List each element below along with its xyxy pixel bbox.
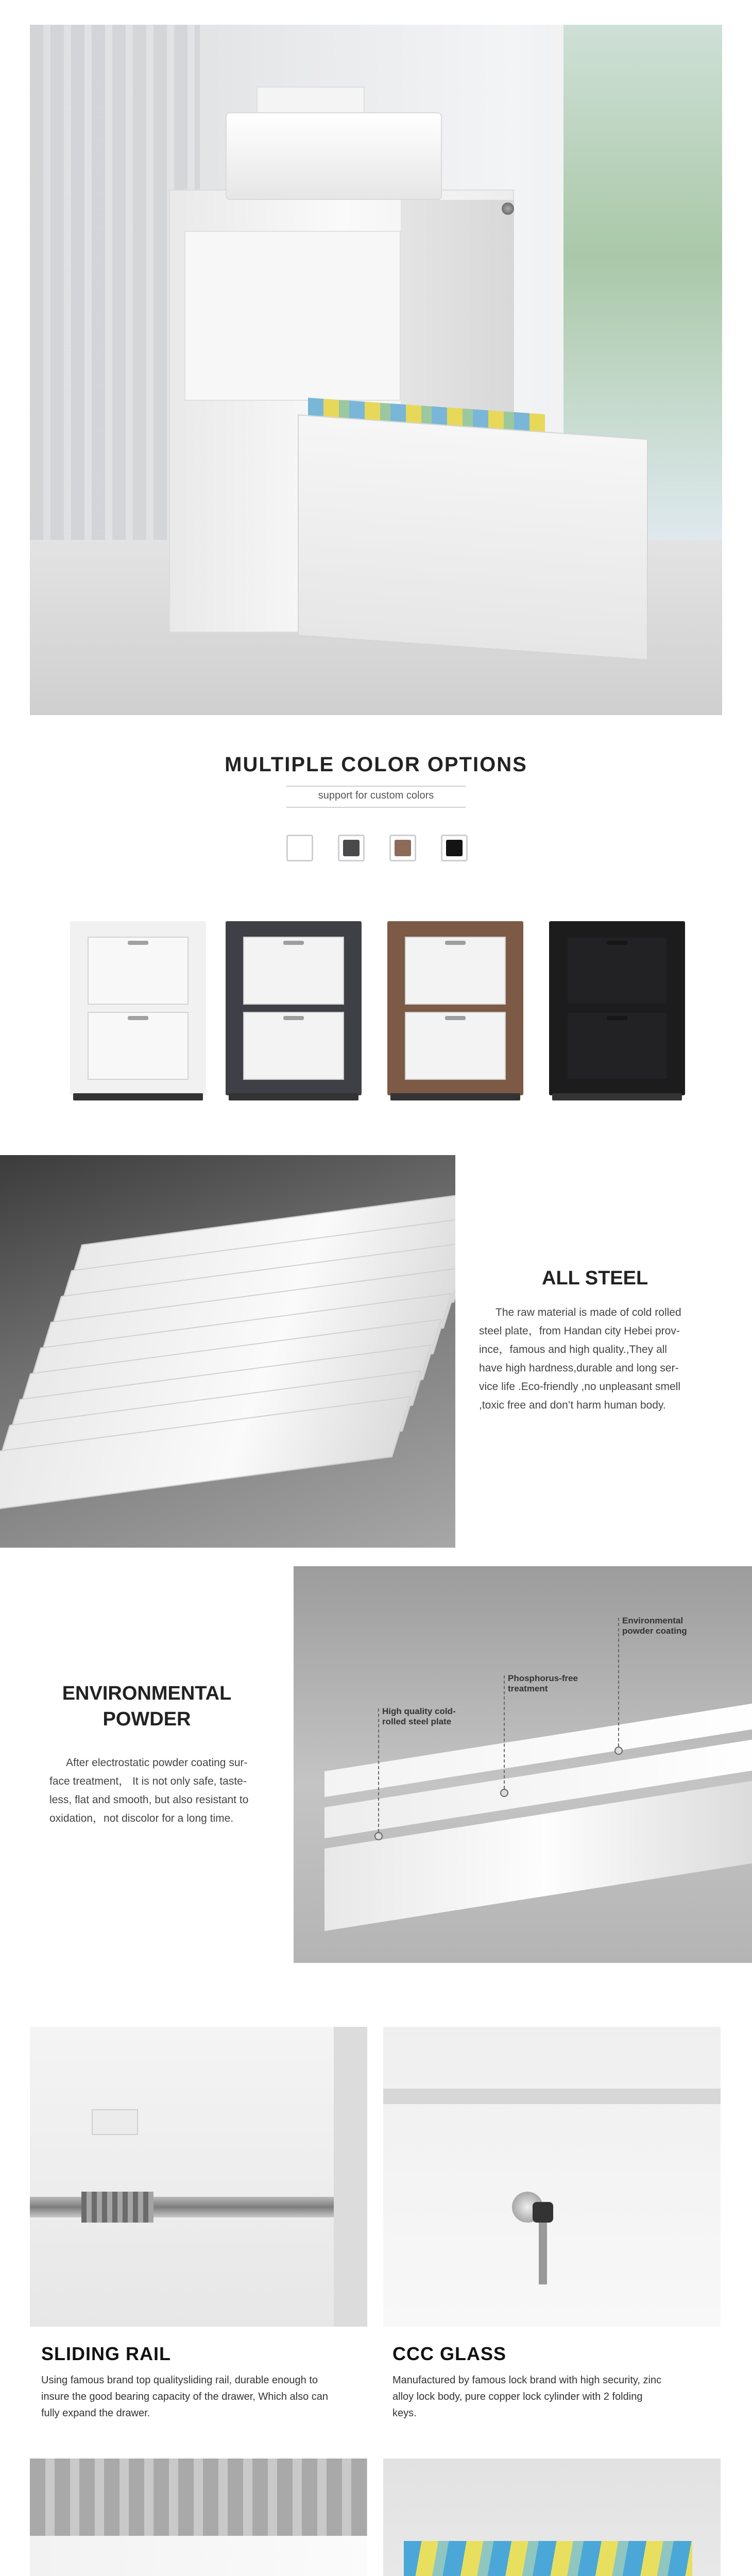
cabinet-drawer bbox=[567, 937, 668, 1005]
hero-product-photo bbox=[30, 25, 722, 715]
wall-panel bbox=[30, 2459, 367, 2536]
description-line: ince，famous and high quality.,They all bbox=[479, 1344, 667, 1355]
cabinet-drawer bbox=[243, 937, 344, 1005]
swatch-chip bbox=[292, 840, 308, 856]
cabinet-drawer bbox=[567, 1012, 668, 1080]
steel-sheets-photo bbox=[0, 1155, 455, 1548]
environmental-title-line: ENVIRONMENTAL bbox=[62, 1683, 232, 1704]
sliding-rail-title: SLIDING RAIL bbox=[41, 2343, 171, 2364]
environmental-title bbox=[0, 1681, 294, 1732]
cabinet-base bbox=[229, 1093, 358, 1100]
handle-icon bbox=[445, 1016, 466, 1020]
swatch-chip bbox=[343, 840, 360, 856]
all-steel-description bbox=[479, 1303, 721, 1415]
coating-layers-diagram bbox=[294, 1566, 752, 1963]
swatch-brown[interactable] bbox=[389, 835, 416, 861]
all-steel-title: ALL STEEL bbox=[542, 1267, 648, 1289]
description-line: vice life .Eco-friendly ,no unpleasant smell bbox=[479, 1381, 681, 1393]
handle-icon bbox=[283, 1016, 304, 1020]
drawer-photo bbox=[383, 2459, 721, 2576]
ccc-glass-description bbox=[392, 2372, 732, 2421]
key-icon bbox=[533, 2202, 553, 2223]
description-line: fully expand the drawer. bbox=[41, 2408, 150, 2419]
cabinet-top-drawer bbox=[184, 231, 401, 401]
title-divider bbox=[286, 786, 466, 787]
handle-icon bbox=[283, 941, 304, 945]
description-line: Using famous brand top qualitysliding rail, durable enough to bbox=[41, 2375, 318, 2386]
handle-icon bbox=[128, 1016, 148, 1020]
cabinet-drawer bbox=[88, 1012, 189, 1080]
description-line: The raw material is made of cold rolled bbox=[495, 1307, 681, 1318]
cabinet-grey bbox=[226, 921, 362, 1104]
lock-photo bbox=[383, 2027, 721, 2327]
callout-text: rolled steel plate bbox=[382, 1717, 452, 1726]
rail-bracket bbox=[92, 2109, 138, 2135]
callout-text: High quality cold- bbox=[382, 1706, 456, 1716]
cabinet-drawer bbox=[88, 937, 189, 1005]
phosphorus-label bbox=[508, 1673, 578, 1694]
sliding-rail-description bbox=[41, 2372, 381, 2421]
cabinet-side-panel bbox=[334, 2027, 367, 2327]
callout-line bbox=[378, 1708, 379, 1832]
description-line: ,toxic free and don’t harm human body. bbox=[479, 1399, 666, 1411]
printer bbox=[226, 112, 442, 200]
description-line: Manufactured by famous lock brand with high security, zinc bbox=[392, 2375, 662, 2386]
cabinet-black bbox=[549, 921, 685, 1104]
steel-plate-label bbox=[382, 1706, 456, 1727]
cabinet-base bbox=[73, 1093, 203, 1100]
swatch-chip bbox=[395, 840, 411, 856]
open-drawer bbox=[298, 414, 648, 660]
colors-subtitle: support for custom colors bbox=[318, 790, 434, 801]
swatch-white[interactable] bbox=[286, 835, 313, 861]
callout-text: Environmental bbox=[622, 1616, 683, 1625]
key-blade bbox=[539, 2223, 547, 2284]
sliding-rail-photo bbox=[30, 2027, 367, 2327]
callout-dot bbox=[614, 1747, 623, 1755]
description-line: insure the good bearing capacity of the drawer, Which also can bbox=[41, 2391, 328, 2402]
swatch-chip bbox=[446, 840, 463, 856]
cabinet-front bbox=[30, 2536, 367, 2576]
ccc-glass-title: CCC GLASS bbox=[392, 2343, 507, 2364]
handle-photo bbox=[30, 2459, 367, 2576]
description-line: less, flat and smooth, but also resistant to bbox=[49, 1794, 249, 1806]
callout-dot bbox=[500, 1789, 508, 1797]
description-line: have high hardness,durable and long ser- bbox=[479, 1362, 679, 1374]
description-line: alloy lock body, pure copper lock cylinder with 2 folding bbox=[392, 2391, 643, 2402]
callout-text: treatment bbox=[508, 1684, 548, 1693]
description-line: After electrostatic powder coating sur- bbox=[66, 1757, 248, 1769]
coating-label bbox=[622, 1616, 687, 1636]
handle-icon bbox=[445, 941, 466, 945]
description-line: face treatment， It is not only safe, taste- bbox=[49, 1775, 247, 1787]
handle-icon bbox=[607, 941, 627, 945]
swatch-black[interactable] bbox=[441, 835, 468, 861]
callout-dot bbox=[374, 1832, 383, 1840]
callout-line bbox=[504, 1675, 505, 1789]
callout-text: Phosphorus-free bbox=[508, 1673, 578, 1683]
description-line: keys. bbox=[392, 2408, 417, 2419]
environmental-title-line: POWDER bbox=[102, 1708, 191, 1730]
handle-icon bbox=[607, 1016, 627, 1020]
environmental-description bbox=[49, 1754, 286, 1828]
subtitle-divider bbox=[286, 807, 466, 808]
cabinet-top-edge bbox=[383, 2089, 721, 2104]
cabinet-base bbox=[390, 1093, 520, 1100]
cabinet-drawer bbox=[405, 937, 506, 1005]
description-line: steel plate，from Handan city Hebei prov- bbox=[479, 1325, 680, 1337]
callout-text: powder coating bbox=[622, 1626, 687, 1636]
swatch-grey[interactable] bbox=[338, 835, 365, 861]
handle-icon bbox=[128, 941, 148, 945]
cabinet-drawer bbox=[405, 1012, 506, 1080]
rail-bar bbox=[30, 2197, 367, 2217]
callout-line bbox=[618, 1618, 619, 1747]
colors-title: MULTIPLE COLOR OPTIONS bbox=[225, 753, 527, 776]
lock-icon bbox=[502, 202, 514, 215]
folders-in-drawer bbox=[404, 2541, 692, 2576]
cabinet-brown bbox=[387, 921, 523, 1104]
cabinet-drawer bbox=[243, 1012, 344, 1080]
rail-bearings bbox=[81, 2192, 153, 2223]
cabinet-base bbox=[552, 1093, 682, 1100]
cabinet-white bbox=[70, 921, 206, 1104]
description-line: oxidation，not discolor for a long time. bbox=[49, 1812, 234, 1824]
